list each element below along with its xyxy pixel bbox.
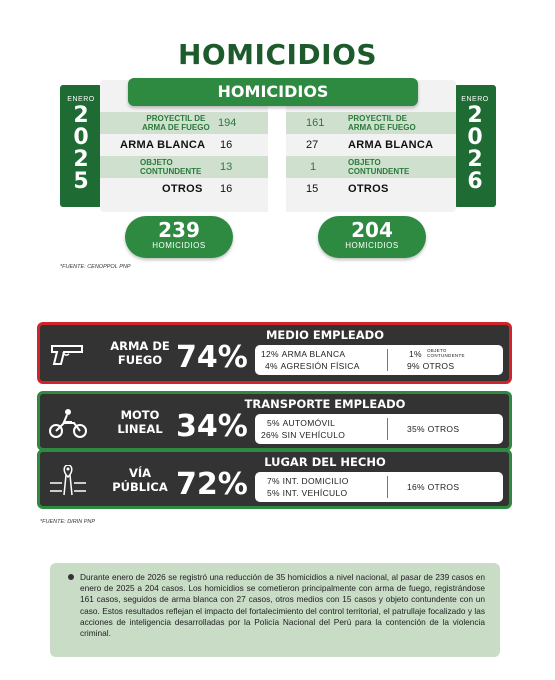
row-objeto [286,156,456,178]
year-digit: 2 [467,103,483,128]
row-value: 15 [306,183,319,195]
detail-item [267,488,347,498]
total-label: HOMICIDIOS [345,241,399,250]
transporte-empleado-box [37,391,512,451]
row-label: ARMA BLANCA [120,139,206,151]
detail-label: OTROS [422,361,455,371]
box-header: MEDIO EMPLEADO [265,328,385,342]
row-value: 1 [310,161,317,173]
table-header: HOMICIDIOS [128,78,418,106]
detail-item [407,482,459,492]
summary-text: Durante enero de 2026 se registró una reducción de 35 homicidios a nivel nacional, al pasar de 239 casos en enero de 2025 a 204 casos. Los homicidios se cometieron principalmente con arma de fuego, registrándose 161 casos, seguidos de arma blanca con 27 casos, otros medios con 15 casos y objeto contundente con un caso. Estos resultados reflejan el impacto del fortalecimiento del control territorial, el patrullaje focalizado y las acciones de inteligencia desarrolladas por la Policía Nacional del Perú para la contención de la violencia criminal. [80,572,485,639]
row-proyectil [100,112,268,134]
box-main-label: VÍA PÚBLICA [112,466,168,494]
detail-item [407,361,454,371]
source-note: *FUENTE: DIRIN PNP [40,519,96,525]
row-objeto [100,156,268,178]
divider [387,476,388,498]
detail-item [261,349,345,359]
row-value: 16 [220,183,233,195]
row-label: OTROS [348,183,389,195]
detail-label: INT. DOMICILIO [282,476,349,486]
row-otros [100,178,268,200]
row-arma-blanca [100,134,268,156]
detail-pct: 35% [407,424,425,434]
detail-pct: 7% [267,476,280,486]
detail-pct: 1% [409,349,422,359]
year-digit: 6 [467,169,483,194]
detail-pct: 16% [407,482,425,492]
total-value: 239 [158,218,200,242]
row-label: ARMA BLANCA [348,139,434,151]
summary-box [50,563,500,657]
row-label: OBJETO CONTUNDENTE [140,158,202,176]
detail-pct: 5% [267,418,280,428]
total-label: HOMICIDIOS [152,241,206,250]
detail-item [265,361,360,371]
box-main-label: ARMA DE FUEGO [110,339,170,367]
year-2025-bar [60,85,102,207]
detail-label: AUTOMÓVIL [282,418,336,428]
detail-label: OTROS [427,424,460,434]
year-digit: 0 [73,125,89,150]
row-label: PROYECTIL DE ARMA DE FUEGO [142,114,210,132]
year-2026-bar [454,85,496,207]
map-pin-icon [48,465,88,497]
box-main-label: MOTO LINEAL [117,408,163,436]
divider [387,349,388,371]
row-arma-blanca [286,134,456,156]
row-otros [286,178,456,200]
box-main-pct: 74% [176,340,248,375]
detail-label: OBJETO CONTUNDENTE [427,348,465,358]
row-proyectil [286,112,456,134]
year-digits [60,105,102,193]
box-main-pct: 72% [176,467,248,502]
row-label: OTROS [162,183,203,195]
detail-panel [255,414,503,444]
detail-pct: 12% [261,349,279,359]
detail-pct: 4% [265,361,278,371]
year-digits [454,105,496,193]
detail-label: SIN VEHÍCULO [281,430,346,440]
row-value: 16 [220,139,233,151]
detail-pct: 9% [407,361,420,371]
year-digit: 2 [73,103,89,128]
detail-label: OTROS [427,482,460,492]
month-label: ENERO [461,96,489,103]
row-label: PROYECTIL DE ARMA DE FUEGO [348,114,416,132]
detail-item [409,348,465,359]
page-title: HOMICIDIOS [177,38,378,71]
medio-empleado-box [37,322,512,384]
row-value: 161 [306,117,325,129]
detail-item [261,430,345,440]
detail-item [407,424,459,434]
total-value: 204 [351,218,393,242]
detail-label: ARMA BLANCA [281,349,346,359]
box-header: TRANSPORTE EMPLEADO [244,397,406,411]
year-digit: 5 [73,169,89,194]
detail-item [267,418,335,428]
detail-pct: 5% [267,488,280,498]
detail-label: INT. VEHÍCULO [282,488,348,498]
detail-label: AGRESIÓN FÍSICA [280,361,360,371]
year-digit: 2 [73,147,89,172]
pistol-icon [48,338,88,370]
bullet-icon [68,574,74,580]
detail-panel [255,345,503,375]
row-value: 13 [220,161,233,173]
detail-panel [255,472,503,502]
year-digit: 2 [467,147,483,172]
box-header: LUGAR DEL HECHO [264,455,386,469]
motorcycle-icon [48,407,88,439]
row-value: 27 [306,139,319,151]
month-label: ENERO [67,96,95,103]
lugar-del-hecho-box [37,449,512,509]
divider [387,418,388,440]
row-label: OBJETO CONTUNDENTE [348,158,410,176]
source-note: *FUENTE: CENOPPOL PNP [60,264,131,270]
total-2026-pill [318,216,426,258]
detail-pct: 26% [261,430,279,440]
row-value: 194 [218,117,237,129]
year-digit: 0 [467,125,483,150]
detail-item [267,476,349,486]
total-2025-pill [125,216,233,258]
box-main-pct: 34% [176,409,248,444]
